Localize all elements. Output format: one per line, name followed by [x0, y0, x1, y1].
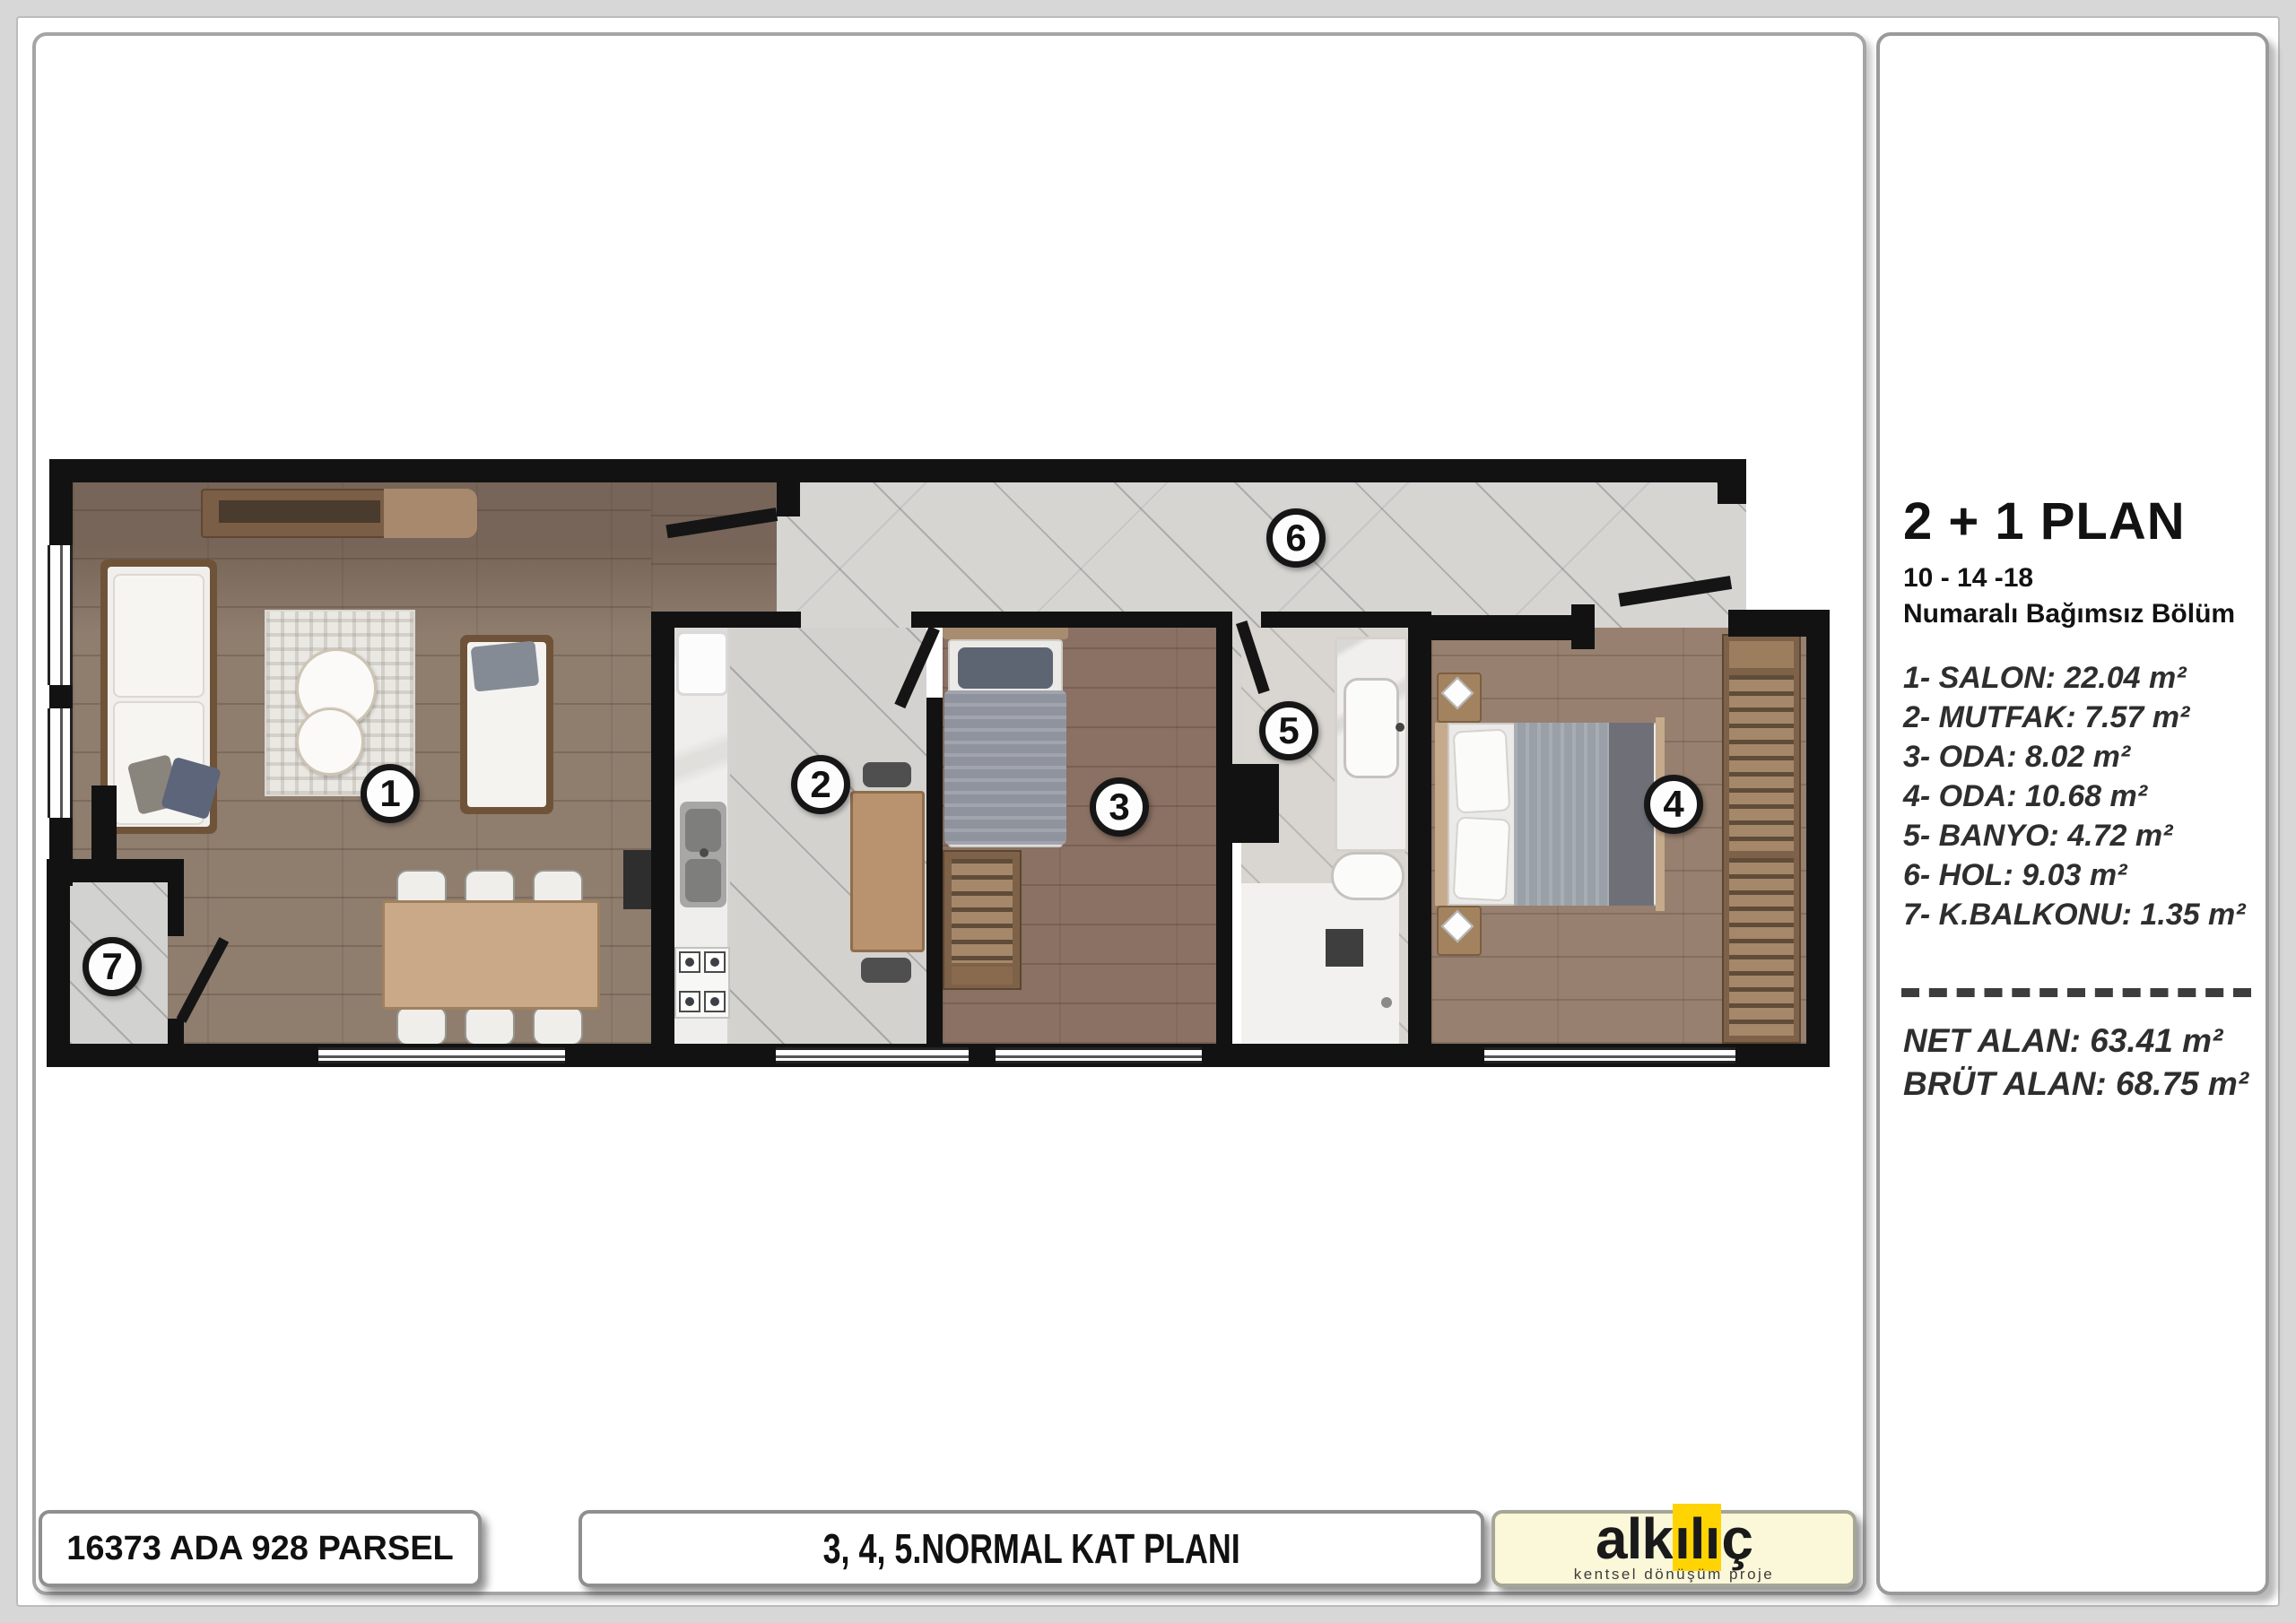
room-list-item: 1- SALON: 22.04 m² [1903, 661, 2187, 695]
marker-label: 4 [1663, 783, 1684, 825]
wall-bedroom3-left [926, 698, 943, 1044]
wall-right [1806, 610, 1830, 1044]
wall-door-jamb [1571, 604, 1595, 649]
room-marker-hall [1266, 508, 1326, 568]
wall-bedroom3-right [1216, 612, 1232, 1044]
kitchen-stool [863, 762, 911, 787]
marker-label: 1 [379, 772, 401, 814]
tv-screen [219, 500, 380, 523]
single-bed-pillow [958, 647, 1053, 689]
wardrobe-shelf [1729, 641, 1794, 668]
wardrobe-interior [1729, 858, 1794, 1036]
dining-chair [396, 1006, 447, 1046]
vanity-faucet [1396, 723, 1405, 732]
page-title: 2 + 1 PLAN [1903, 492, 2186, 551]
room-list-item: 6- HOL: 9.03 m² [1903, 858, 2127, 892]
wardrobe-drawer [952, 967, 1013, 985]
footer-plan-box [578, 1510, 1484, 1587]
room-marker-kitchen [791, 755, 850, 814]
stove [674, 947, 730, 1019]
room-list-item: 2- MUTFAK: 7.57 m² [1903, 700, 2190, 734]
room-marker-bedroom3 [1090, 777, 1149, 837]
wardrobe-interior [1729, 675, 1794, 851]
sofa-cushion [113, 574, 204, 698]
kitchen-table [850, 791, 925, 952]
marker-label: 3 [1109, 785, 1130, 828]
stove-burner [679, 951, 700, 973]
stove-burner [704, 991, 726, 1012]
brut-area: BRÜT ALAN: 68.75 m² [1903, 1065, 2249, 1102]
wall-balcony-right [168, 859, 184, 936]
wall-balcony-top [47, 859, 184, 882]
wall-kitchen-top [651, 612, 801, 628]
wall-left [49, 685, 73, 708]
bed-pillow [1453, 816, 1511, 901]
wall-bathroom-right [1408, 612, 1431, 1044]
room-list-item: 3- ODA: 8.02 m² [1903, 740, 2131, 774]
room-list [1903, 658, 2246, 934]
room-list-item: 7- K.BALKONU: 1.35 m² [1903, 898, 2246, 932]
wall-balcony-left [47, 882, 70, 1044]
room-marker-balcony [83, 937, 142, 996]
sideboard-extension [384, 489, 477, 538]
logo-text: alk [1596, 1506, 1674, 1571]
wall-salon-kitchen [651, 612, 674, 1044]
window [48, 708, 73, 818]
wardrobe-interior [952, 859, 1013, 963]
wall-balcony-right [168, 1019, 184, 1044]
wall-top [67, 459, 1746, 482]
faucet [700, 848, 709, 857]
marker-label: 6 [1285, 516, 1307, 559]
room-marker-bedroom4 [1644, 775, 1703, 834]
logo-text: ç [1721, 1506, 1752, 1571]
logo-highlight: ılı [1673, 1504, 1721, 1571]
wall-bedroom3-top [911, 612, 1227, 628]
dining-table [382, 900, 600, 1010]
dining-chair [533, 1006, 583, 1046]
room-list-item: 4- ODA: 10.68 m² [1903, 779, 2148, 813]
wall-bedroom4-top [1431, 615, 1571, 640]
room-marker-bathroom [1259, 701, 1318, 760]
net-area: NET ALAN: 63.41 m² [1903, 1022, 2223, 1059]
toilet [1331, 852, 1405, 900]
window [318, 1047, 565, 1063]
logo [1596, 1506, 1752, 1571]
shower-stool [1326, 929, 1363, 967]
single-bed-blanket [944, 690, 1066, 845]
dining-chair [465, 1006, 515, 1046]
marker-label: 7 [101, 945, 123, 987]
sink-bowl [685, 859, 721, 902]
wall-shaft [1232, 764, 1279, 843]
marker-label: 2 [810, 763, 831, 805]
salon-floor-upper [651, 482, 777, 613]
footer-parcel-box [39, 1510, 482, 1587]
marker-label: 5 [1278, 709, 1300, 751]
window [776, 1047, 969, 1063]
divider [1901, 988, 2251, 997]
window [1484, 1047, 1735, 1063]
footer-plan-label: 3, 4, 5.NORMAL KAT PLANI [822, 1525, 1240, 1572]
fridge [676, 631, 728, 696]
stove-burner [679, 991, 700, 1012]
wall-doorstop [1718, 482, 1746, 504]
room-marker-salon [361, 764, 420, 823]
wall-hall-stub [777, 482, 800, 516]
wall-bathroom-top [1261, 612, 1408, 628]
vanity-basin [1344, 678, 1399, 778]
sink-bowl [685, 809, 721, 852]
window [48, 545, 73, 685]
unit-numbers: 10 - 14 -18 [1903, 563, 2034, 593]
loveseat-pillow [471, 640, 540, 691]
wall-left [49, 459, 73, 545]
room-list-item: 5- BANYO: 4.72 m² [1903, 819, 2173, 853]
bed-pillow [1453, 728, 1511, 813]
shower-floor [1241, 883, 1399, 1044]
logo-tagline: kentsel dönüşüm proje [1573, 1566, 1775, 1583]
logo-box [1492, 1506, 1857, 1587]
kitchen-stool [861, 958, 911, 983]
shower-drain [1381, 997, 1392, 1008]
coffee-table-small [296, 707, 364, 776]
unit-label: Numaralı Bağımsız Bölüm [1903, 599, 2236, 629]
stove-burner [704, 951, 726, 973]
window [996, 1047, 1202, 1063]
footer-parcel-label: 16373 ADA 928 PARSEL [66, 1529, 454, 1567]
double-bed-headboard [1435, 723, 1448, 906]
hall-floor [777, 482, 1746, 628]
